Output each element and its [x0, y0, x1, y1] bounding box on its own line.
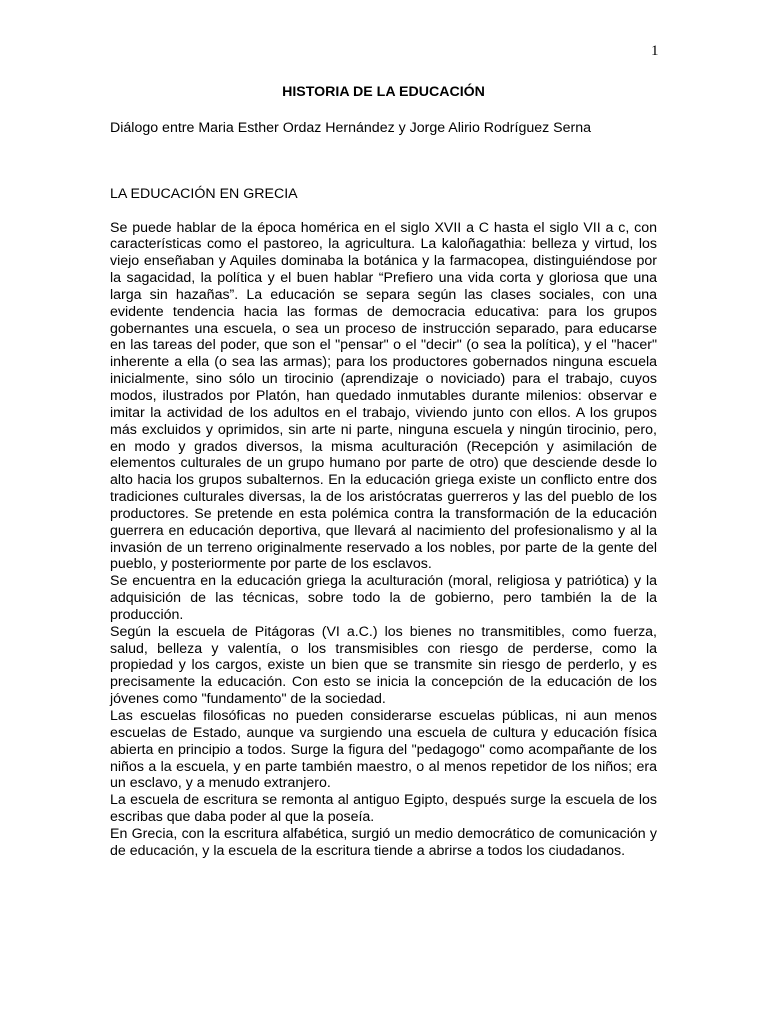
document-body: [110, 84, 657, 860]
paragraph: Se encuentra en la educación griega la aculturación (moral, religiosa y patriótica) y la adquisición de las técnicas, sobre todo la de gobierno, pero también la de la producción.: [110, 573, 657, 623]
paragraph: Las escuelas filosóficas no pueden considerarse escuelas públicas, ni aun menos escuelas de Estado, aunque va surgiendo una escuela de cultura y educación física abierta en principio a todos. Surge la figura del "pedagogo" como acompañante de los niños a la escuela, y en parte también maestro, o al menos repetidor de los niños; era un esclavo, y a menudo extranjero.: [110, 708, 657, 792]
section-heading: LA EDUCACIÓN EN GRECIA: [110, 185, 298, 202]
paragraph: Según la escuela de Pitágoras (VI a.C.) los bienes no transmitibles, como fuerza, salud, belleza y valentía, o los transmisibles con riesgo de perderse, como la propiedad y los cargos, existe un bien que se transmite sin riesgo de perderlo, y es precisamente la educación. Con esto se inicia la concepción de la educación de los jóvenes como "fundamento" de la sociedad.: [110, 623, 657, 708]
document-subtitle: Diálogo entre Maria Esther Ordaz Hernández y Jorge Alirio Rodríguez Serna: [110, 119, 592, 136]
section-text: [110, 220, 657, 860]
paragraph: La escuela de escritura se remonta al antiguo Egipto, después surge la escuela de los escribas que daba poder al que la poseía.: [110, 792, 657, 826]
page-number: 1: [651, 43, 659, 59]
document-title: HISTORIA DE LA EDUCACIÓN: [282, 84, 485, 100]
paragraph: Se puede hablar de la época homérica en el siglo XVII a C hasta el siglo VII a c, con características como el pastoreo, la agricultura. La kaloñagathia: belleza y virtud, los viejo enseñaban y Aquiles dominaba la botánica y la farmacopea, distinguiéndose por la sagacidad, la política y el buen hablar “Prefiero una vida corta y gloriosa que una larga sin hazañas”. La educación se separa según las clases sociales, con una evidente tendencia hacia las formas de democracia educativa: para los grupos gobernantes una escuela, o sea un proceso de instrucción separado, para educarse en las tareas del poder, que son el "pensar" o el "decir" (o sea la política), y el "hacer" inherente a ella (o sea las armas); para los productores gobernados ninguna escuela inicialmente, sino sólo un tirocinio (aprendizaje o noviciado) para el trabajo, cuyos modos, ilustrados por Platón, han quedado inmutables durante milenios: observar e imitar la actividad de los adultos en el trabajo, viviendo junto con ellos. A los grupos más excluidos y oprimidos, sin arte ni parte, ninguna escuela y ningún tirocinio, pero, en modo y grados diversos, la misma aculturación (Recepción y asimilación de elementos culturales de un grupo humano por parte de otro) que desciende desde lo alto hacia los grupos subalternos. En la educación griega existe un conflicto entre dos tradiciones culturales diversas, la de los aristócratas guerreros y las del pueblo de los productores. Se pretende en esta polémica contra la transformación de la educación guerrera en educación deportiva, que llevará al nacimiento del profesionalismo y al la invasión de un terreno originalmente reservado a los nobles, por parte de la gente del pueblo, y posteriormente por parte de los esclavos.: [110, 219, 657, 573]
paragraph: En Grecia, con la escritura alfabética, surgió un medio democrático de comunicación y de educación, y la escuela de la escritura tiende a abrirse a todos los ciudadanos.: [110, 825, 657, 859]
